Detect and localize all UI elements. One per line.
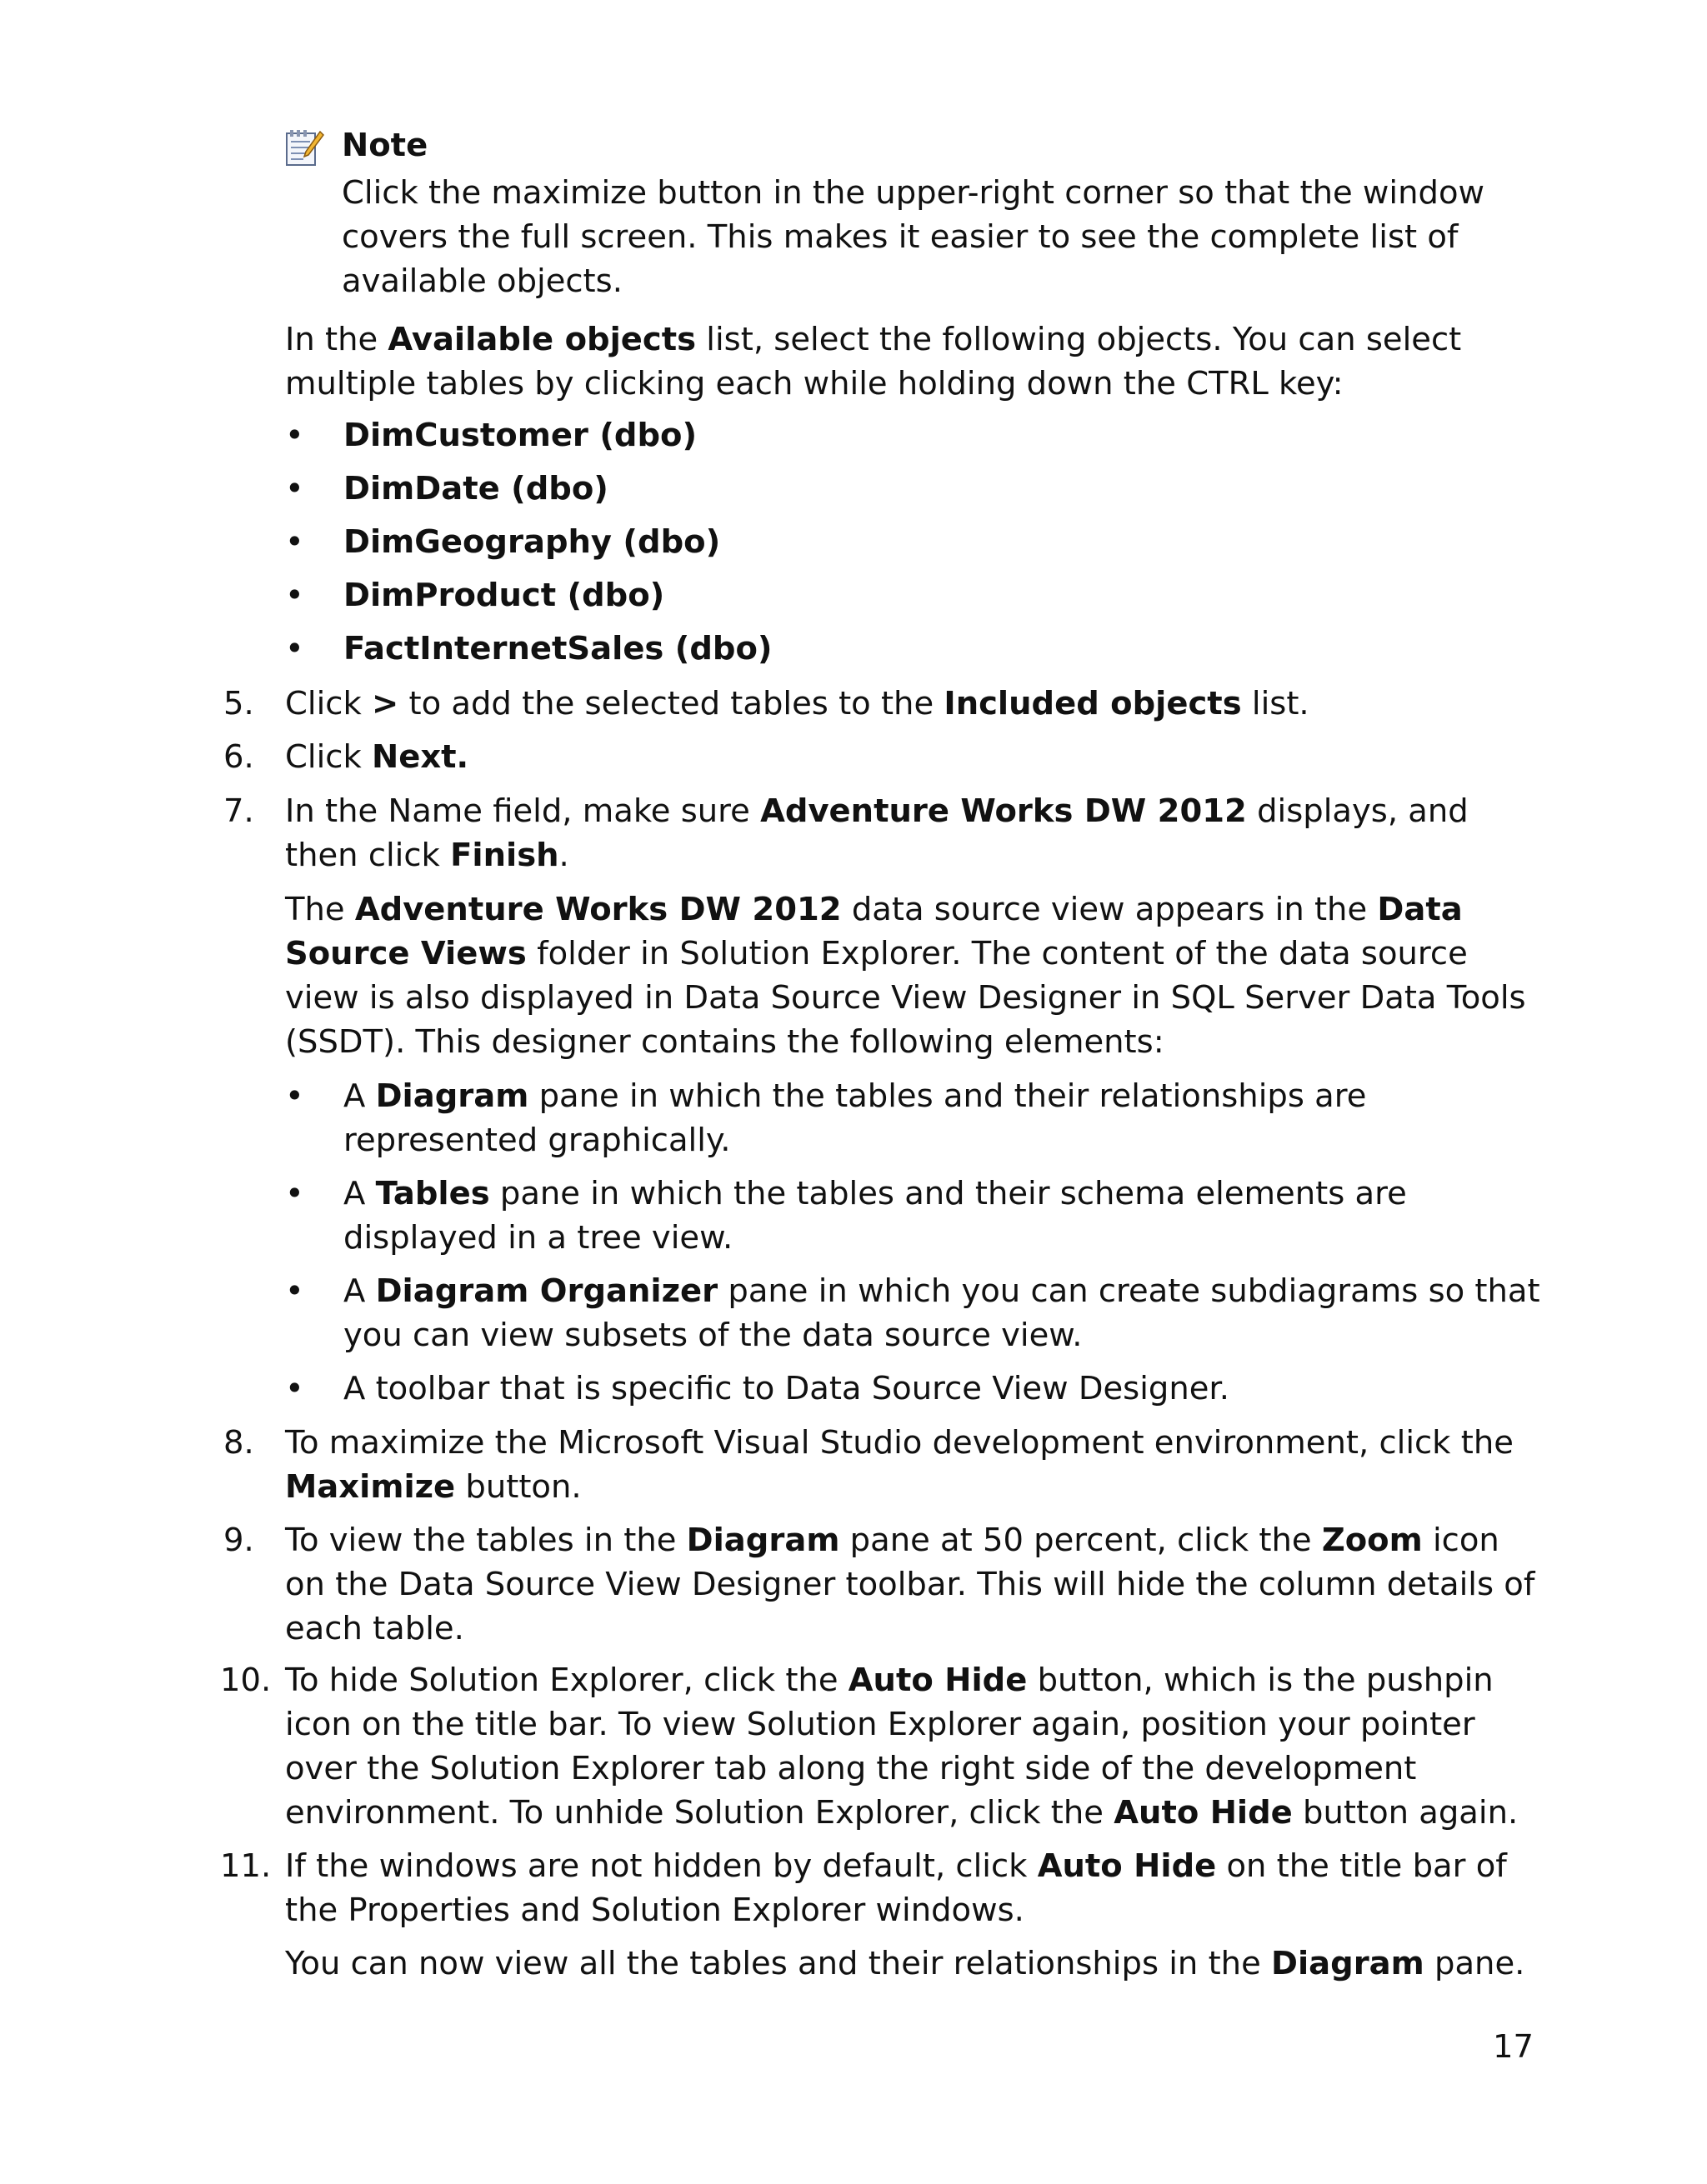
document-page: Note Click the maximize button in the upper-right corner so that the window covers the full screen. This makes it easier to see the complete list of available objects. In the Available objects list, select the following objects. You can select multiple tables by clicking each while holding down the CTRL key: • DimCustomer (dbo) • DimDate (dbo) • DimGeography (dbo) • DimProduct (dbo) • FactInternetSales (dbo) 5. Click > to add the selected tables to the Included objects list. 6. Click Next. 7. In the Name field, make sure Adventure Works DW 2012 displays, and then click Finish. The Adventure Works DW 2012 data source view appears in the Data Source Views folder in Solution Explorer. The content of the data source view is also displayed in Data Source View Designer in SQL Server Data Tools (SSDT). This designer contains the following elements: • A Diagram pane in which the tables and their relationships are represented graphically. • A Tables pane in which the tables and their schema elements are displayed in a tree view. • A Diagram Organizer pane in which you can create subdiagrams so that you can view subsets of the data source view. • A toolbar that is specific to Data Source View Designer. 8. To maximize the Microsoft Visual Studio development environment, click the Maximize button. 9. To view the tables in the Diagram pane at 50 percent, click the Zoom icon on the Data Source View Designer toolbar. This will hide the column details of each table. 10. To hide Solution Explorer, click the Auto Hide button, which is the pushpin icon on the title bar. To view Solution Explorer again, position your pointer over the Solution Explorer tab along the right side of the development environment. To unhide Solution Explorer, click the Auto Hide button again. 11. If the windows are not hidden by default, click Auto Hide on the title bar of the Properties and Solution Explorer windows. You can now view all the tables and their relationships in the Diagram pane. 17 <box>0 0 1707 2184</box>
dsv-paragraph: The Adventure Works DW 2012 data source view appears in the Data Source Views folder in Solution Explorer. The content of the data source view is also displayed in Data Source View Designer in SQL Server Data Tools (SSDT). This designer contains the following elements: <box>285 891 1526 1061</box>
note-title: Note <box>342 127 428 164</box>
intro-paragraph: In the Available objects list, select the following objects. You can select multiple tables by clicking each while holding down the CTRL key: <box>285 321 1462 402</box>
note-pad-icon <box>283 127 325 168</box>
note-body: Click the maximize button in the upper-right corner so that the window covers the full screen. This makes it easier to see the complete list of available objects. <box>342 174 1484 300</box>
page-number: 17 <box>1493 2028 1534 2066</box>
final-paragraph: You can now view all the tables and their relationships in the Diagram pane. <box>285 1945 1525 1982</box>
